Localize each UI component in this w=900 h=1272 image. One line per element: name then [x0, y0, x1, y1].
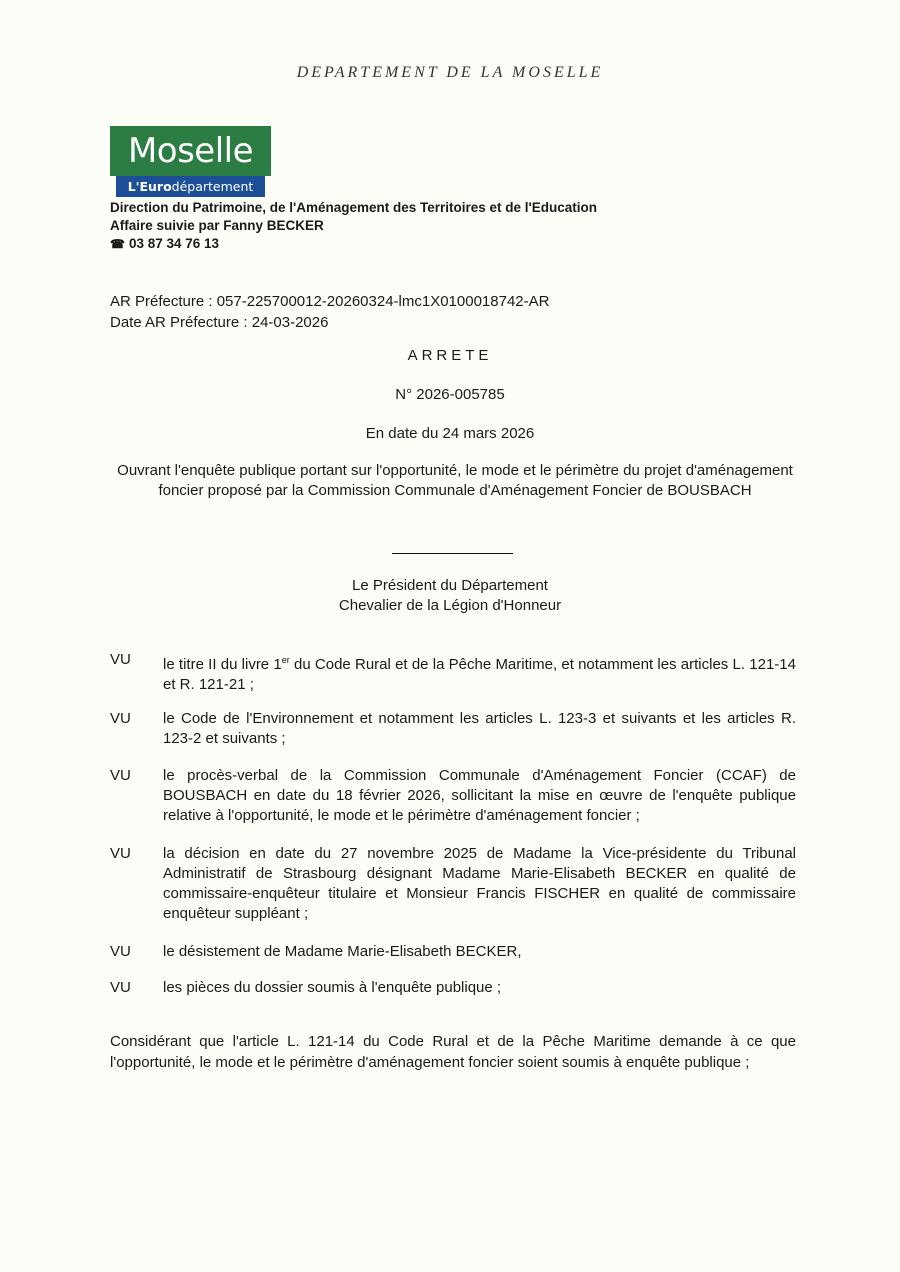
vu-item [110, 844, 796, 924]
moselle-logo [110, 126, 271, 197]
considerant-paragraph: Considérant que l'article L. 121-14 du Code Rural et de la Pêche Maritime demande à ce que l'opportunité, le mode et le périmètre d'aménagement foncier soient soumis à enquête publique ; [110, 1033, 796, 1071]
arrete-date: En date du 24 mars 2026 [365, 425, 535, 442]
vu-item [110, 650, 796, 695]
vu-item [110, 766, 796, 826]
vu-label: VU [110, 651, 131, 668]
logo-tagline [116, 176, 265, 197]
phone-number: 03 87 34 76 13 [128, 236, 220, 251]
logo-tagline-light: département [171, 179, 254, 194]
president-title: Le Président du Département [352, 577, 548, 594]
arrete-numero: N° 2026-005785 [395, 386, 505, 403]
vu-text: le procès-verbal de la Commission Communale d'Aménagement Foncier (CCAF) de BOUSBACH en date du 18 février 2026, sollicitant la mise en œuvre de l'enquête publique relative à l'opportunité, le mode et le périmètre d'aménagement foncier ; [163, 767, 796, 824]
president-honour: Chevalier de la Légion d'Honneur [338, 597, 562, 614]
vu-text: la décision en date du 27 novembre 2025 de Madame la Vice-présidente du Tribunal Administratif de Strasbourg désignant Madame Marie-Elisabeth BECKER en qualité de commissaire-enquêteur titulaire et Monsieur Francis FISCHER en qualité de commissaire enquêteur suppléant ; [163, 845, 796, 922]
vu-text-part: du Code Rural et de la Pêche Maritime, et notamment les articles L. 121-14 et R. 121-21 ; [163, 656, 796, 693]
vu-text-part: le titre II du livre 1 [163, 656, 282, 673]
affaire-suivie: Affaire suivie par Fanny BECKER [110, 218, 324, 233]
vu-label: VU [110, 767, 131, 784]
phone-line [110, 235, 597, 253]
logo-tagline-bold: L'Euro [127, 179, 172, 194]
vu-label: VU [110, 710, 131, 727]
vu-superscript: er [281, 655, 290, 665]
telephone-icon: ☎ [110, 237, 125, 251]
department-header: DEPARTEMENT DE LA MOSELLE [296, 64, 604, 81]
vu-label: VU [110, 943, 131, 960]
vu-item [110, 978, 796, 998]
vu-label: VU [110, 845, 131, 862]
vu-item [110, 942, 796, 962]
direction-service: Direction du Patrimoine, de l'Aménagement des Territoires et de l'Education [110, 200, 598, 215]
vu-text: les pièces du dossier soumis à l'enquête publique ; [163, 979, 502, 996]
vu-label: VU [110, 979, 131, 996]
ar-prefecture-date: Date AR Préfecture : 24-03-2026 [110, 314, 329, 331]
ar-prefecture: AR Préfecture : 057-225700012-20260324-lmc1X0100018742-AR [110, 293, 550, 310]
ar-prefecture-block [110, 291, 549, 333]
vu-item [110, 709, 796, 749]
vu-text [163, 650, 796, 695]
vu-text: le Code de l'Environnement et notamment les articles L. 123-3 et suivants et les articles R. 123-2 et suivants ; [163, 710, 796, 747]
divider [392, 553, 513, 554]
logo-name: Moselle [110, 126, 271, 176]
arrete-objet: Ouvrant l'enquête publique portant sur l'opportunité, le mode et le périmètre du projet d'aménagement foncier proposé par la Commission Communale d'Aménagement Foncier de BOUSBACH [117, 462, 793, 499]
arrete-title: ARRETE [407, 347, 493, 364]
president-block [0, 576, 900, 616]
vu-text: le désistement de Madame Marie-Elisabeth BECKER, [163, 943, 522, 960]
direction-block [110, 199, 597, 253]
